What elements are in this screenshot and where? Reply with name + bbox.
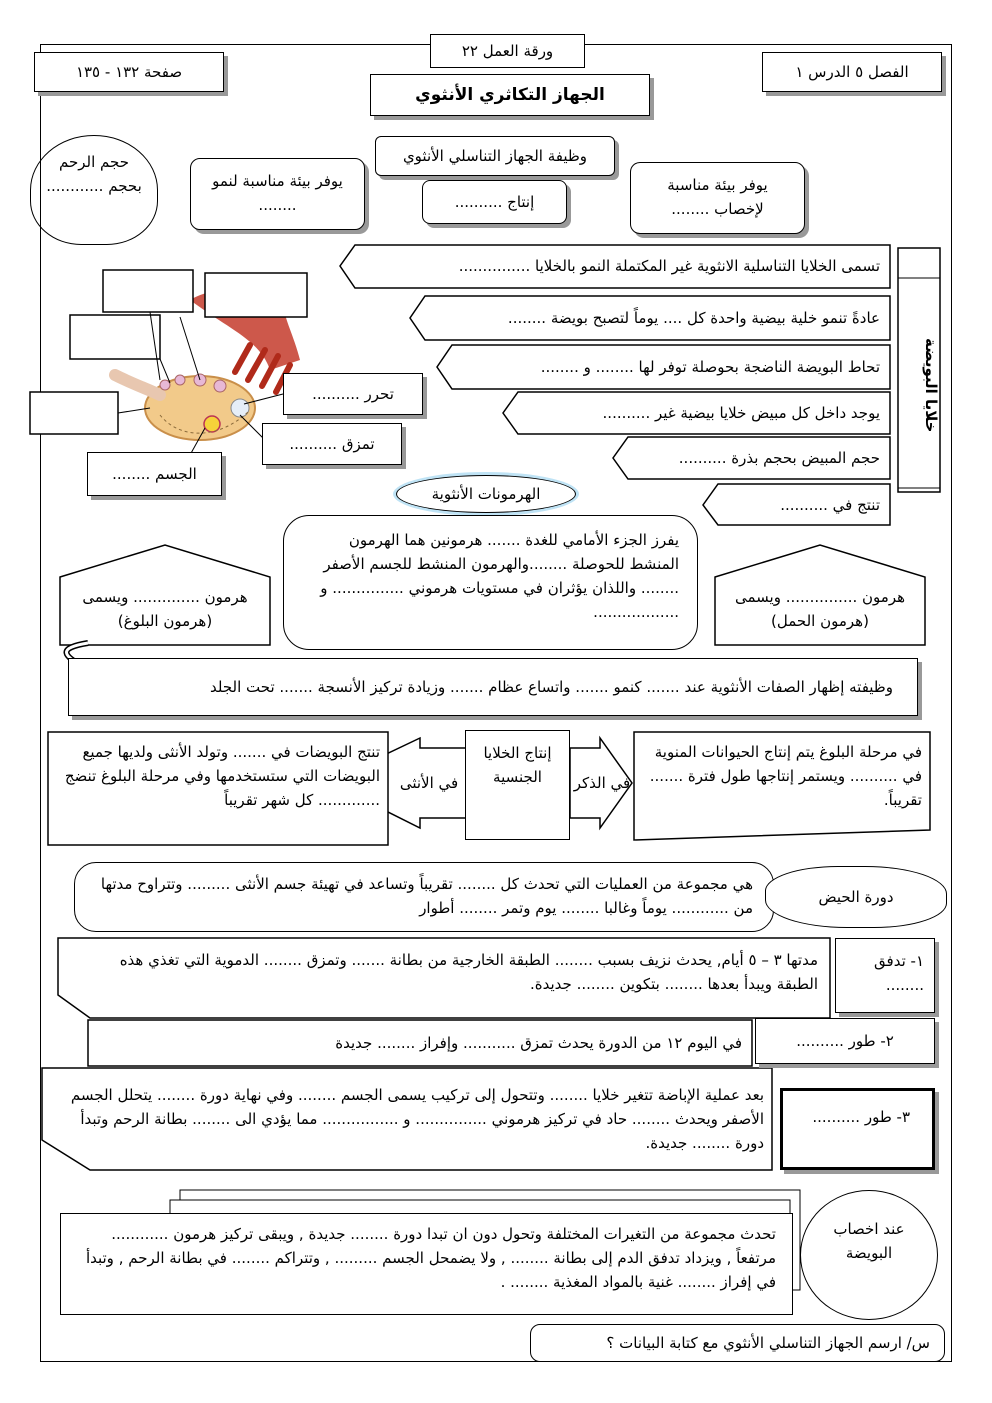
cycle-label: دورة الحيض [765,866,947,928]
pages-text: صفحة ١٣٢ - ١٣٥ [75,63,183,81]
hormones-center: يفرز الجزء الأمامي للغدة ....... هرمونين هما الهرمون المنشط للحوصلة ........والهرمون المنشط للجسم الأصفر ........ واللذان يؤثران في مستويات هرموني ............... و .................. [283,515,698,650]
female-text: تنتج البويضات في ....... وتولد الأنثى ولديها جميع البويضات التي ستستخدمها وفي مرحلة البلوغ تنضج ............. كل شهر تقريباً [64,743,380,809]
phase2-label: ٢- طور .......... [755,1018,935,1064]
worksheet-text: ورقة العمل ٢٢ [461,42,554,60]
hormone-left: هرمون .............. ويسمى (هرمون البلوغ) [82,588,248,630]
uterus-size-bubble: حجم الرحم بحجم ............ [30,135,158,245]
male-label: في الذكر [573,774,631,792]
male-text: في مرحلة البلوغ يتم إنتاج الحيوانات المنوية في .......... ويستمر إنتاجها طول فترة ....... تقريباً. [649,743,922,809]
rupture-label: تمزق .......... [262,423,402,465]
function-title: وظيفة الجهاز التناسلي الأنثوي [375,136,615,176]
egg-line-1: تسمى الخلايا التناسلية الانثوية غير المكتملة النمو بالخلايا ............... [458,257,880,275]
fertilization-text: تحدث مجموعة من التغيرات المختلفة وتحول دون ان تبدا دورة ........ جديدة , ويبقى تركيز هرمون ............ مرتفعاً , ويزداد تدفق الدم إلى بطانة ........ , ولا يضمحل الجسم ......... , وتتراكم ........ في بطانة الرحم , وتبدأ في إفراز ........ غنية بالمواد المغذية ........ . [60,1213,793,1315]
body-label: الجسم ........ [87,452,222,496]
release-label: تحرر .......... [283,373,423,415]
egg-line-4: يوجد داخل كل مبيض خلايا بيضية غير .......... [602,404,880,422]
hormone-function: وظيفته إظهار الصفات الأنثوية عند ....... كنمو ....... واتساع عظام ....... وزيادة تركيز الأنسجة ....... تحت الجلد [68,658,918,716]
cycle-description: هي مجموعة من العمليات التي تحدث كل ........ تقريباً وتساعد في تهيئة جسم الأنثى ......... وتتراوح مدتها من ............ يوماً وغالبا ........ يوم وتمر ........ أطوار [74,862,774,932]
phase3-label: ٣- طور .......... [780,1088,935,1170]
fertilization-label: عند اخصاب البويضة [800,1190,938,1320]
phase1-label: ١- تدفق ........ [835,938,935,1013]
egg-line-5: حجم المبيض بحجم بذرة .......... [678,449,880,467]
function-middle: إنتاج .......... [422,180,567,224]
egg-side-label: خلايا البويضة [922,337,940,433]
phase1-text: مدتها ٣ – ٥ أيام, يحدث نزيف بسبب ........ الطبقة الخارجية من بطانة ....... وتمزق ........ الدموية التي تغذي هذه الطبقة ويبدأ بعدها ........ بتكوين ........ جديدة. [119,951,818,993]
lesson-text: الفصل ٥ الدرس ١ [795,63,909,81]
drawing-question: س/ ارسم الجهاز التناسلي الأنثوي مع كتابة البيانات ؟ [530,1324,945,1362]
function-left: يوفر بيئة مناسبة لنمو ........ [190,158,365,230]
egg-line-6: تنتج في .......... [780,496,880,514]
egg-line-2: عادةً تنمو خلية بيضية واحدة كل .... يوماً لتصبح بويضة ........ [507,309,880,327]
page-title: الجهاز التكاثري الأنثوي [370,74,650,116]
female-label: في الأنثى [399,774,459,792]
hormones-title: الهرمونات الأنثوية [396,475,576,513]
egg-line-3: تحاط البويضة الناضجة بحوصلة توفر لها ........ و ........ [540,358,880,376]
phase2-text: في اليوم ١٢ من الدورة يحدث تمزق ........... وإفراز ........ جديدة [335,1034,742,1052]
phase3-text: بعد عملية الإباضة تتغير خلايا ........ وتتحول إلى تركيب يسمى الجسم ........ وفي نهاية دورة ........ يتحلل الجسم الأصفر ويحدث ........ حاد في تركيز هرموني ............... و ................ مما يؤدي الى ........ بطانة الرحم وتبدأ دورة ........ جديدة. [70,1086,764,1152]
function-right: يوفر بيئة مناسبة لإخصاب ........ [630,162,805,234]
gametes-center: إنتاج الخلايا الجنسية [465,730,570,840]
hormone-right: هرمون ............... ويسمى (هرمون الحمل) [734,588,906,630]
